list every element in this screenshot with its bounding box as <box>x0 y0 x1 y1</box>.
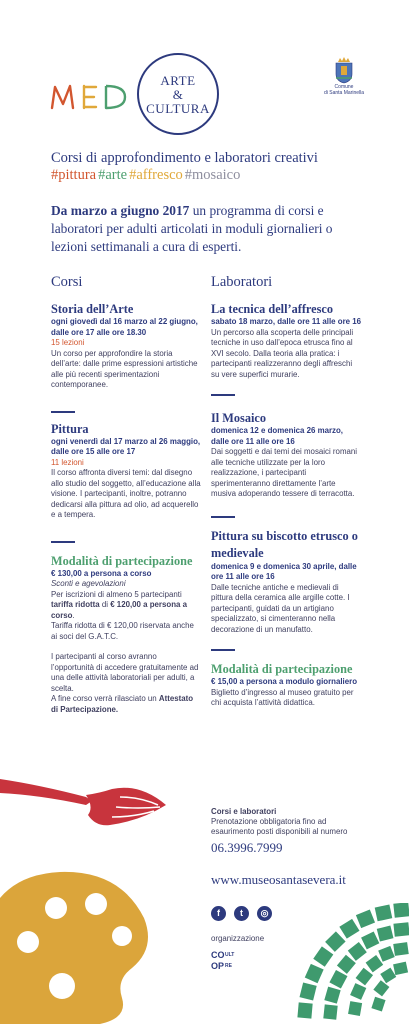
reduced-rate-label: tariffa ridotta <box>51 600 100 609</box>
twitter-icon[interactable]: t <box>234 906 249 921</box>
arte-cultura-logo <box>137 53 219 135</box>
laboratori-heading: Laboratori <box>211 274 273 290</box>
pittura-count: 11 lezioni <box>51 457 84 467</box>
discount-text-2: di <box>99 600 109 609</box>
pittura-title: Pittura <box>51 421 89 436</box>
palette-icon <box>0 868 152 1024</box>
lab-modalita-title: Modalità di partecipazione <box>211 662 353 676</box>
subtitle-title: Corsi di approfondimento e laboratori creativi <box>51 150 318 166</box>
paintbrush-icon <box>0 775 170 835</box>
intro-dates: Da marzo a giugno 2017 <box>51 203 190 218</box>
mosaico-when: domenica 12 e domenica 26 marzo, dalle ore 11 alle ore 16 <box>211 426 344 446</box>
storia-title: Storia dell’Arte <box>51 302 134 316</box>
hashtag-mosaico: #mosaico <box>184 167 241 183</box>
discount-text-1: Per iscrizioni di almeno 5 partecipanti <box>51 589 182 599</box>
corsi-price: € 130,00 a persona a corso <box>51 568 152 578</box>
logo-line-1: ARTE <box>160 73 196 88</box>
hashtag-arte: #arte <box>98 167 128 183</box>
corsi-column <box>51 270 201 715</box>
facebook-icon[interactable]: f <box>211 906 226 921</box>
organization-label: organizzazione <box>211 934 265 943</box>
separator <box>51 541 75 543</box>
separator <box>211 649 235 651</box>
social-icons <box>211 906 272 921</box>
hashtag-pittura: #pittura <box>51 167 97 183</box>
certificate-text <box>51 694 201 715</box>
storia-arte-section <box>51 302 201 391</box>
corsi-heading: Corsi <box>51 274 83 290</box>
certificate-label: Attestato di Partecipazione. <box>51 694 194 714</box>
separator <box>211 394 235 396</box>
storia-when: ogni giovedì dal 16 marzo al 22 giugno, dalle ore 17 alle ore 18.30 <box>51 317 198 337</box>
pittura-desc: Il corso affronta diversi temi: dal disegno allo studio del soggetto, all’educazione alla visione. I partecipanti, inoltre, potranno dedicarsi alla pittura ad olio, ad acquerello e a tempera. <box>51 468 201 519</box>
corsi-modalita-section <box>51 554 201 716</box>
mosaico-desc: Dai soggetti e dai temi dei mosaici romani alle tecniche utilizzate per la loro realizzazione, i partecipanti sperimenteranno direttamente l’arte musiva adoperando tessere di terracotta. <box>211 447 358 498</box>
mosaico-section <box>211 411 361 500</box>
affresco-section <box>211 302 361 380</box>
corsi-modalita-title: Modalità di partecipazione <box>51 553 193 568</box>
comune-line-2: di Santa Marinella <box>323 90 365 96</box>
laboratori-column <box>211 270 361 709</box>
booking-desc: Prenotazione obbligatoria fino ad esaurimento posti disponibili al numero <box>211 817 348 836</box>
pittura-section <box>51 422 201 521</box>
org-logo-re: RE <box>225 963 232 969</box>
hashtag-affresco: #affresco <box>129 167 183 183</box>
logo-line-2: & <box>172 87 184 102</box>
coat-of-arms-icon <box>333 56 355 84</box>
org-logo-op: OP <box>211 961 225 971</box>
free-lab-text: I partecipanti al corso avranno l’opportunità di accedere gratuitamente ad una delle attività laboratoriali per adulti, a scelta. <box>51 652 199 693</box>
med-logo <box>50 82 128 110</box>
instagram-icon[interactable]: ◎ <box>257 906 272 921</box>
logo-line-3: CULTURA <box>146 101 210 116</box>
biscotto-section <box>211 528 361 636</box>
storia-count: 15 lezioni <box>51 338 85 347</box>
subtitle <box>51 150 381 184</box>
reduced-price: € 120,00 a persona a corso <box>51 600 187 620</box>
affresco-title: La tecnica dell’affresco <box>211 302 334 316</box>
discount-label: Sconti e agevolazioni <box>51 579 126 588</box>
biscotto-desc: Dalle tecniche antiche e medievali di pittura della ceramica alle argille cotte. I partecipanti, guidati da un artigiano specializzato, si cimenteranno nella decorazione di un manufatto. <box>211 582 350 634</box>
intro-paragraph <box>51 202 361 256</box>
booking-info <box>211 807 371 856</box>
lab-modalita-section <box>211 662 361 709</box>
coopculture-logo <box>211 948 235 972</box>
lab-price: € 15,00 a persona a modulo giornaliero <box>211 677 358 686</box>
org-logo-co: CO <box>211 950 225 960</box>
website-link[interactable]: www.museosantasevera.it <box>211 872 346 887</box>
org-logo-ult: ULT <box>225 952 235 958</box>
booking-heading: Corsi e laboratori <box>211 807 277 816</box>
affresco-when: sabato 18 marzo, dalle ore 11 alle ore 16 <box>211 317 361 326</box>
comune-logo <box>314 56 374 96</box>
mosaico-title: Il Mosaico <box>211 411 266 425</box>
storia-desc: Un corso per approfondire la storia dell’arte: dalle prime espressioni artistiche alle più recenti sperimentazioni contemporanee. <box>51 348 198 389</box>
pittura-when: ogni venerdì dal 17 marzo al 26 maggio, dalle ore 15 alle ore 17 <box>51 436 201 456</box>
certificate-text-1: A fine corso verrà rilasciato un <box>51 694 159 703</box>
discount-text <box>51 590 201 622</box>
hashtags <box>51 167 381 184</box>
gatc-text: Tariffa ridotta di € 120,00 riservata anche ai soci del G.A.T.C. <box>51 621 194 641</box>
discount-text-3: . <box>72 610 75 620</box>
comune-line-1: Comune <box>334 84 354 90</box>
phone-number[interactable]: 06.3996.7999 <box>211 840 283 855</box>
biscotto-title: Pittura su biscotto etrusco o medievale <box>211 528 358 560</box>
mosaic-arc-icon <box>290 903 409 1024</box>
biscotto-when: domenica 9 e domenica 30 aprile, dalle ore 11 alle ore 16 <box>211 561 357 581</box>
separator <box>211 516 235 518</box>
lab-modalita-desc: Biglietto d’ingresso al museo gratuito per chi acquista l’attività didattica. <box>211 687 354 707</box>
affresco-desc: Un percorso alla scoperta delle principali tecniche in uso dall’epoca etrusca fino al XVI secolo. Dalla teoria alla pratica: i partecipanti realizzeranno degli affreschi su vere superfici murarie. <box>211 327 354 379</box>
intro-text: un programma di corsi e laboratori per adulti articolati in moduli giornalieri o lezioni settimanali a cura di esperti. <box>51 203 333 254</box>
separator <box>51 411 75 413</box>
